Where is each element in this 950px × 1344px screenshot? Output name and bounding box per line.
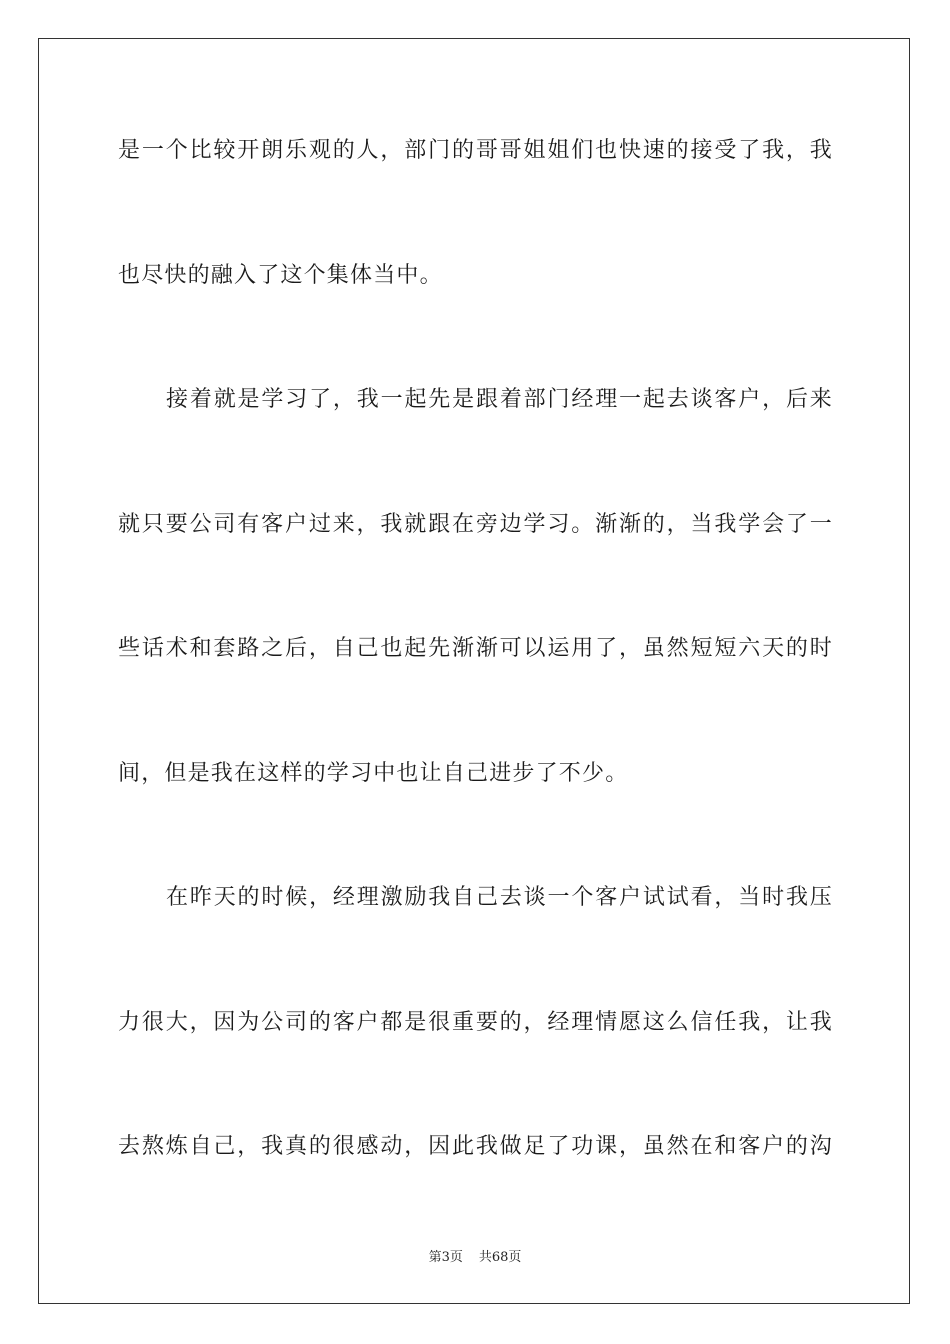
body-line-2: 也尽快的融入了这个集体当中。 xyxy=(118,263,443,288)
body-line-9: 去熬炼自己，我真的很感动，因此我做足了功课，虽然在和客户的沟 xyxy=(118,1134,833,1159)
total-page-count: 共68页 xyxy=(478,1250,522,1265)
page-footer xyxy=(0,1246,950,1265)
body-line-1: 是一个比较开朗乐观的人，部门的哥哥姐姐们也快速的接受了我，我 xyxy=(118,138,833,163)
body-line-5: 些话术和套路之后，自己也起先渐渐可以运用了，虽然短短六天的时 xyxy=(118,636,833,661)
body-line-4: 就只要公司有客户过来，我就跟在旁边学习。渐渐的，当我学会了一 xyxy=(118,512,833,537)
current-page-number: 第3页 xyxy=(428,1250,463,1265)
body-line-3: 接着就是学习了，我一起先是跟着部门经理一起去谈客户，后来 xyxy=(166,387,833,412)
page-border xyxy=(38,38,910,1304)
body-line-6: 间，但是我在这样的学习中也让自己进步了不少。 xyxy=(118,761,629,786)
body-line-8: 力很大，因为公司的客户都是很重要的，经理情愿这么信任我，让我 xyxy=(118,1010,833,1035)
body-line-7: 在昨天的时候，经理激励我自己去谈一个客户试试看，当时我压 xyxy=(166,885,833,910)
